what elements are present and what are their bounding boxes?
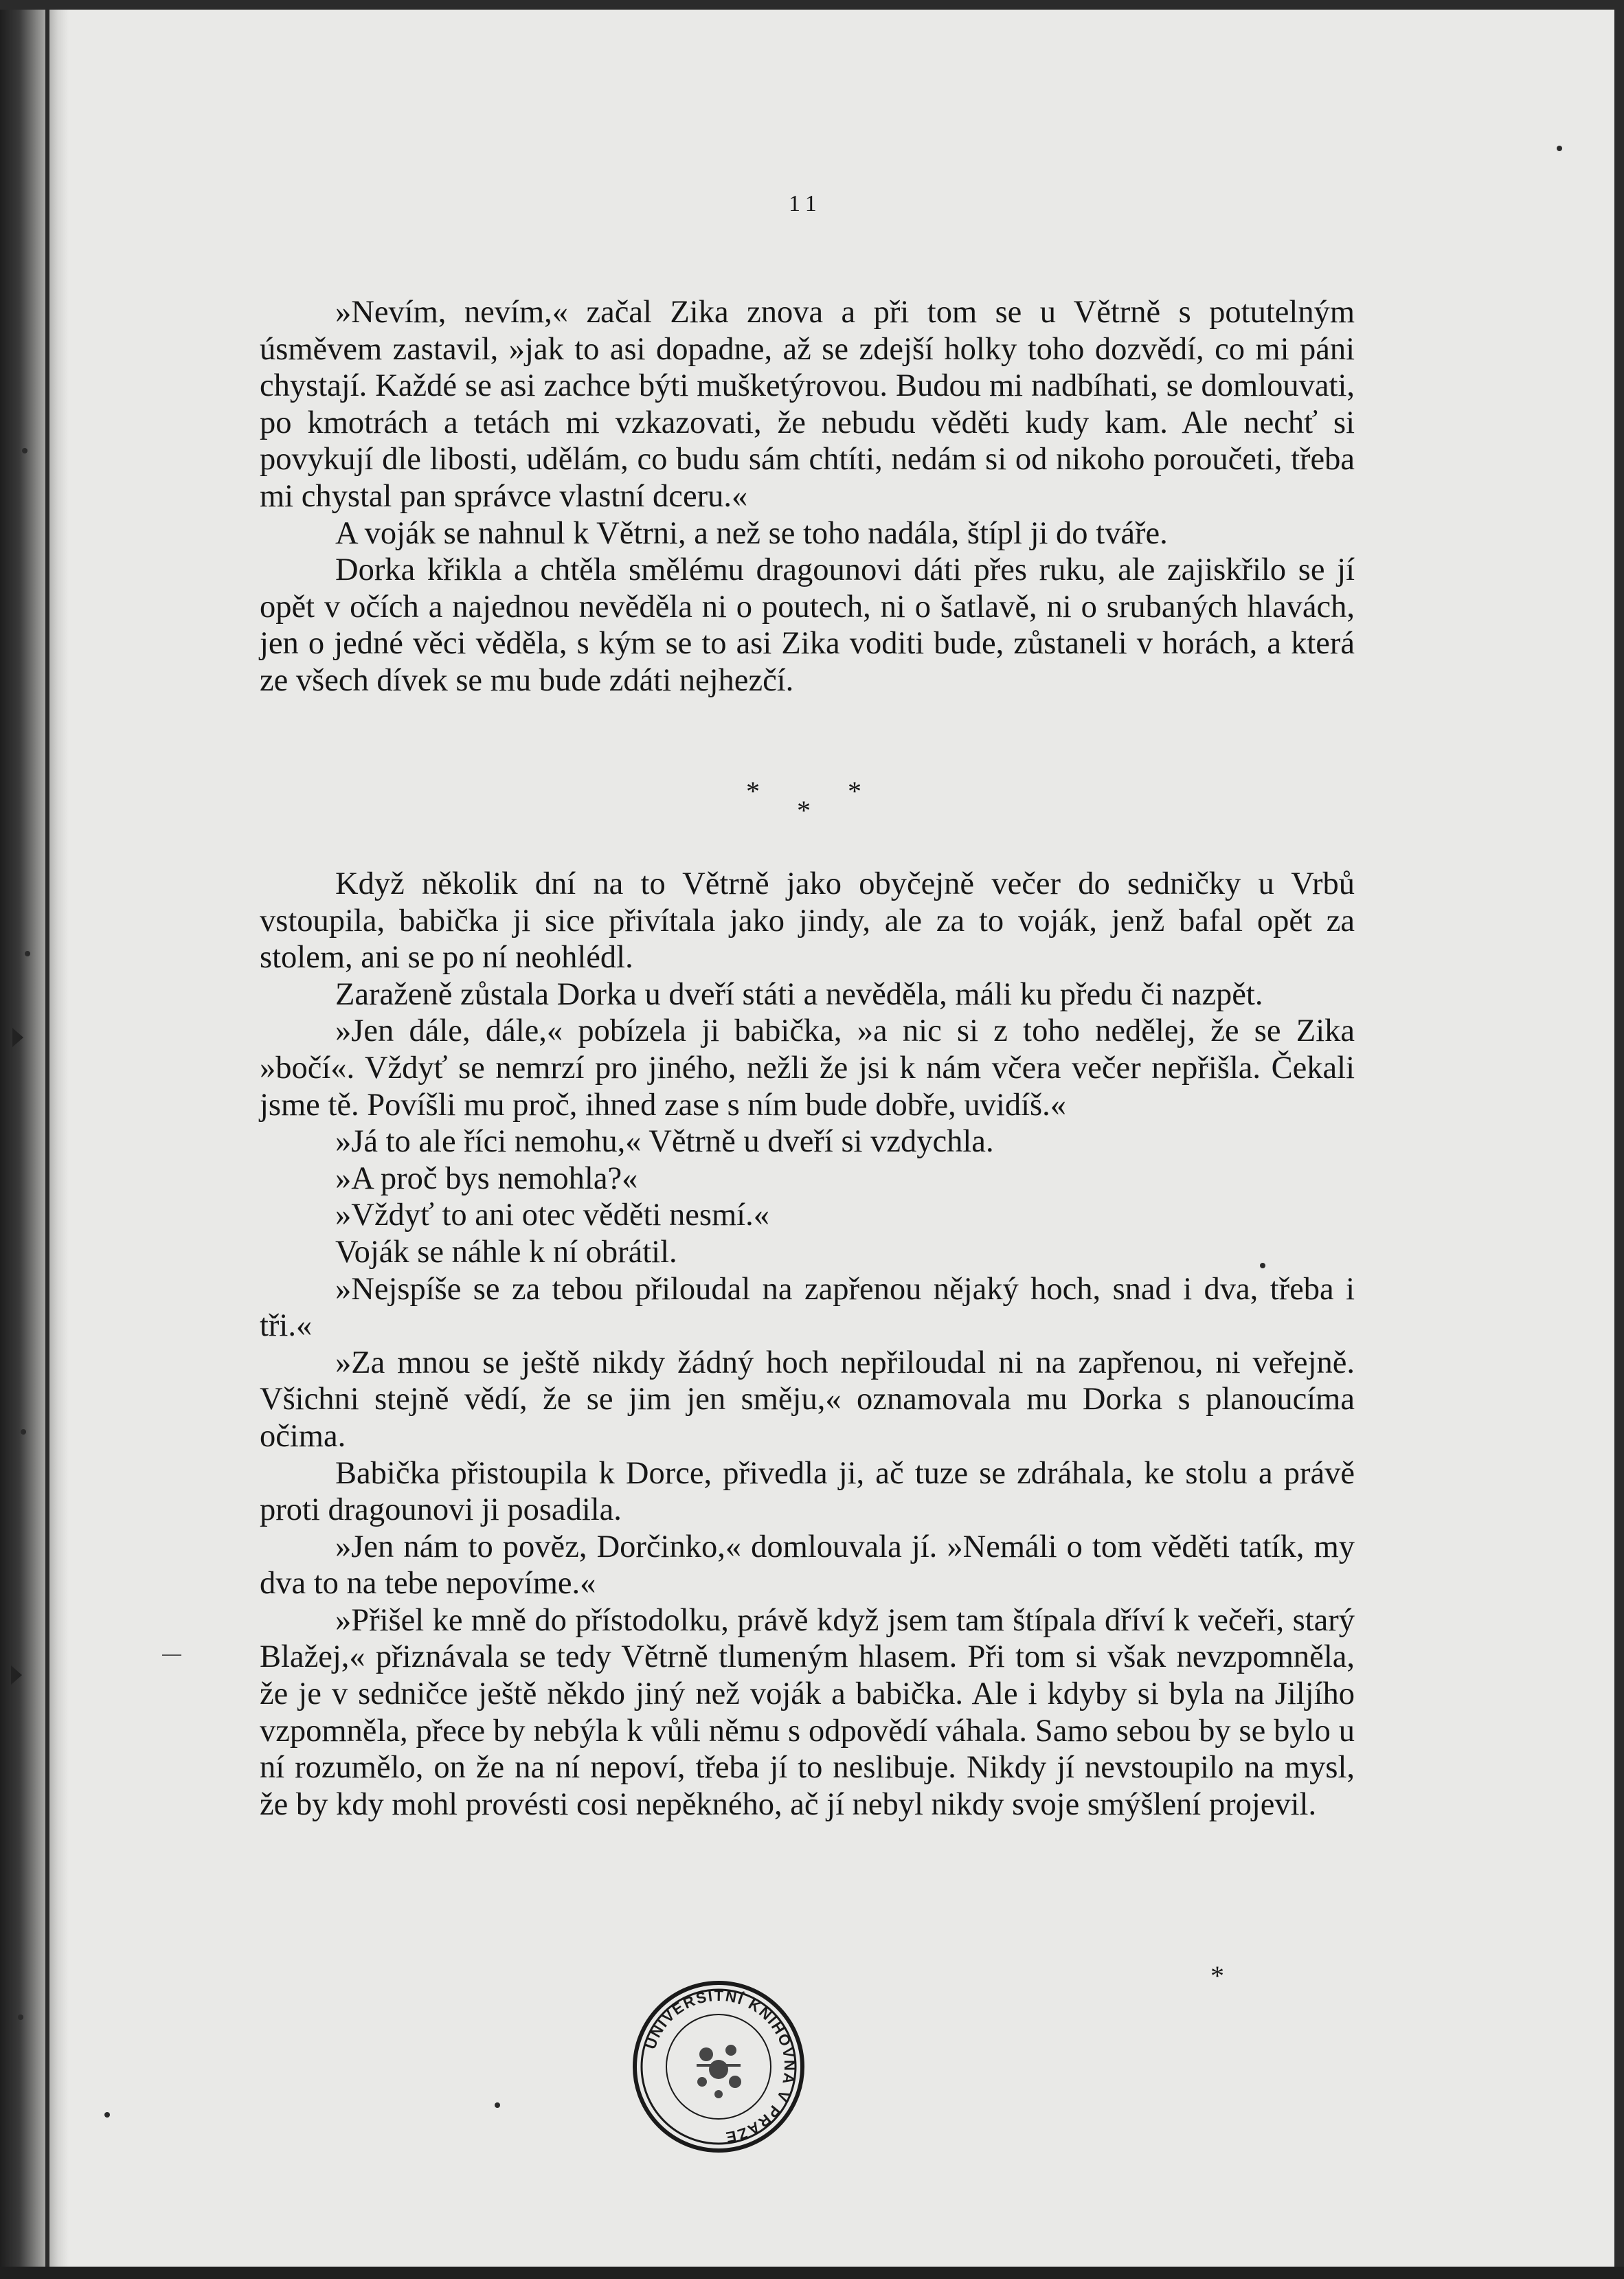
stamp-emblem-icon	[697, 2045, 741, 2098]
scan-mark	[25, 951, 30, 956]
paragraph: Babička přistoupila k Dorce, přivedla ji, ač tuze se zdráhala, ke stolu a právě proti dragounovi ji posadila.	[260, 1455, 1355, 1528]
scan-mark	[21, 1429, 26, 1435]
paragraph: »Jen dále, dále,« pobízela ji babička, »a nic si z toho nedělej, že se Zika »bočí«. Vždyť se nemrzí pro jiného, nežli že jsi k nám včera večer nepřišla. Čekali jsme tě. Povíšli mu proč, ihned zase s ním bude dobře, uvidíš.«	[260, 1013, 1355, 1123]
library-stamp	[631, 1979, 807, 2155]
text-block-second	[260, 866, 1355, 1823]
scan-mark	[1557, 146, 1562, 151]
dinkus-star-left: *	[746, 776, 760, 807]
paragraph: »Jen nám to povĕz, Dorčinko,« domlouvala jí. »Nemáli o tom věděti tatík, my dva to na tebe nepovíme.«	[260, 1529, 1355, 1602]
book-spine-shadow	[0, 0, 69, 2279]
paragraph: »Za mnou se ještě nikdy žádný hoch nepřiloudal ni na zapřenou, ni veřejně. Všichni stejně vědí, že se jim jen směju,« oznamovala mu Dorka s planoucíma očima.	[260, 1345, 1355, 1454]
scan-right-border	[1614, 0, 1624, 2279]
scan-mark	[1260, 1263, 1265, 1268]
scan-bottom-border	[0, 2267, 1624, 2279]
signature-star: *	[1210, 1960, 1224, 1991]
paragraph: »Nejspíše se za tebou přiloudal na zapřenou nějaký hoch, snad i dva, třeba i tři.«	[260, 1271, 1355, 1344]
scan-mark	[22, 448, 27, 453]
paragraph: Voják se náhle k ní obrátil.	[335, 1234, 677, 1270]
stamp-text: UNIVERSITNÍ KNIHOVNA V PRAZE	[641, 1986, 799, 2146]
scan-mark	[18, 2014, 23, 2020]
scan-mark	[495, 2102, 500, 2108]
binding-edge	[45, 0, 49, 2279]
scan-arrow-mark	[11, 1665, 22, 1685]
text-block-first	[260, 294, 1355, 699]
paragraph: »Já to ale říci nemohu,« Větrně u dveří si vzdychla.	[335, 1124, 994, 1160]
scan-mark	[104, 2112, 110, 2118]
paragraph: A voják se nahnul k Větrni, a než se toho nadála, štípl ji do tváře.	[335, 515, 1168, 551]
paragraph: Když několik dní na to Větrně jako obyčejně večer do sedničky u Vrbů vstoupila, babička ji sice přivítala jako jindy, ale za to voják, jenž bafal opět za stolem, ani se po ní neohlédl.	[260, 866, 1355, 976]
paragraph: Dorka křikla a chtěla smělému dragounovi dáti přes ruku, ale zajiskřilo se jí opět v očích a najednou nevěděla ni o poutech, ni o šatlavě, ni o srubaných hlavách, jen o jedné věci věděla, s kým se to asi Zika voditi bude, zůstaneli v horách, a která ze všech dívek se mu bude zdáti nejhezčí.	[260, 552, 1355, 698]
scan-top-border	[0, 0, 1624, 10]
dinkus-star-middle: *	[797, 795, 811, 826]
scan-dash-mark	[162, 1654, 181, 1656]
paragraph: »Nevím, nevím,« začal Zika znova a při tom se u Větrně s potutelným úsměvem zastavil, »jak to asi dopadne, až se zdejší holky toho dozvědí, co mi páni chystají. Každé se asi zachce býti mušketýrovou. Budou mi nadbíhati, se domlouvati, po kmotrách a tetách mi vzkazovati, že nebudu věděti kudy kam. Ale nechť si povykují dle libosti, udělám, co budu sám chtíti, nedám si od nikoho poroučeti, třeba mi chystal pan správce vlastní dceru.«	[260, 295, 1355, 514]
paragraph: »Vždyť to ani otec věděti nesmí.«	[335, 1198, 769, 1233]
paragraph: »Přišel ke mně do přístodolku, právě když jsem tam štípala dříví k večeři, starý Blažej,« přiznávala se tedy Větrně tlumeným hlasem. Při tom si však nevzpomněla, že je v sedničce ještě někdo jiný než voják a babička. Ale i kdyby si byla na Jiljího vzpomněla, přece by nebýla k vůli němu s odpovědí váhala. Samo sebou by se bylo u ní rozumělo, on že na ní nepoví, třeba jí to neslibuje. Nikdy jí nevstoupilo na mysl, že by kdy mohl provésti cosi nepěkného, ač jí nebyl nikdy svoje smýšlení projevil.	[260, 1602, 1355, 1822]
dinkus-star-right: *	[848, 776, 861, 807]
scan-arrow-mark	[12, 1028, 23, 1047]
paragraph: Zaraženě zůstala Dorka u dveří státi a nevěděla, máli ku předu či nazpět.	[335, 976, 1263, 1012]
paragraph: »A proč bys nemohla?«	[335, 1160, 638, 1196]
page-number: 11	[789, 191, 822, 216]
